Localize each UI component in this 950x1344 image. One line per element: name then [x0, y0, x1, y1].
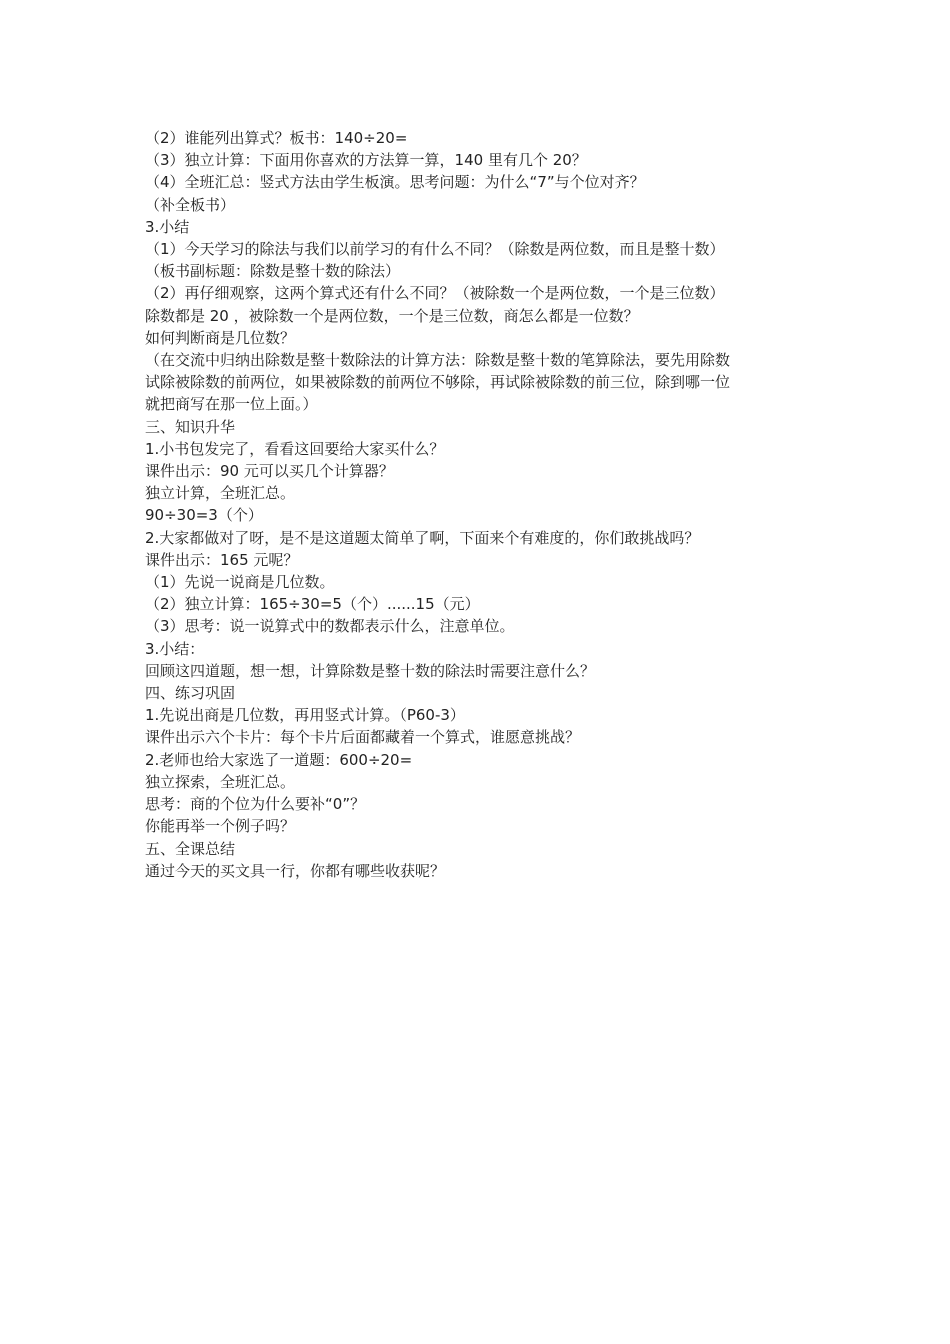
text-line: 2.老师也给大家选了一道题：600÷20=: [145, 750, 413, 769]
text-line: （3）思考：说一说算式中的数都表示什么，注意单位。: [145, 617, 515, 636]
text-line: 2.大家都做对了呀，是不是这道题太简单了啊，下面来个有难度的，你们敢挑战吗？: [145, 528, 700, 547]
text-line: （2）再仔细观察，这两个算式还有什么不同？（被除数一个是两位数，一个是三位数）: [145, 284, 725, 303]
text-line: 课件出示：90 元可以买几个计算器？: [145, 462, 394, 481]
text-line: （补全板书）: [145, 195, 236, 214]
text-line: 1.先说出商是几位数，再用竖式计算。（P60-3）: [145, 706, 465, 725]
text-line: 1.小书包发完了，看看这回要给大家买什么？: [145, 439, 445, 458]
text-line: （1）先说一说商是几位数。: [145, 573, 335, 592]
text-line: （在交流中归纳出除数是整十数除法的计算方法：除数是整十数的笔算除法，要先用除数: [145, 351, 731, 370]
section-heading: 三、知识升华: [145, 417, 236, 436]
section-heading: 五、全课总结: [145, 839, 236, 858]
text-line: 思考：商的个位为什么要补“0”？: [145, 795, 366, 814]
text-line: 课件出示：165 元呢？: [145, 550, 299, 569]
text-line: （2）独立计算：165÷30=5（个）......15（元）: [145, 595, 480, 614]
document-body: [145, 127, 815, 882]
text-line: （板书副标题：除数是整十数的除法）: [145, 262, 401, 281]
text-line: 独立计算，全班汇总。: [145, 484, 296, 503]
text-line: 如何判断商是几位数？: [145, 328, 296, 347]
section-heading: 3.小结: [145, 217, 190, 236]
section-heading: 四、练习巩固: [145, 684, 236, 703]
text-line: （4）全班汇总：竖式方法由学生板演。思考问题：为什么“7”与个位对齐？: [145, 173, 645, 192]
text-line: （2）谁能列出算式？板书：140÷20=: [145, 129, 408, 147]
text-line: 独立探索，全班汇总。: [145, 772, 296, 791]
text-line: 90÷30=3（个）: [145, 506, 263, 525]
text-line: 就把商写在那一位上面。）: [145, 395, 318, 414]
text-line: 你能再举一个例子吗？: [145, 817, 296, 836]
text-line: 试除被除数的前两位，如果被除数的前两位不够除，再试除被除数的前三位，除到哪一位: [145, 373, 731, 392]
text-line: 课件出示六个卡片：每个卡片后面都藏着一个算式，谁愿意挑战？: [145, 728, 581, 747]
text-line: （1）今天学习的除法与我们以前学习的有什么不同？（除数是两位数，而且是整十数）: [145, 240, 725, 259]
text-line: 除数都是 20 ，被除数一个是两位数，一个是三位数，商怎么都是一位数？: [145, 306, 639, 325]
text-line: （3）独立计算：下面用你喜欢的方法算一算，140 里有几个 20？: [145, 151, 587, 170]
text-line: 通过今天的买文具一行，你都有哪些收获呢？: [145, 861, 446, 880]
text-line: 回顾这四道题，想一想，计算除数是整十数的除法时需要注意什么？: [145, 661, 596, 680]
section-heading: 3.小结：: [145, 639, 205, 658]
